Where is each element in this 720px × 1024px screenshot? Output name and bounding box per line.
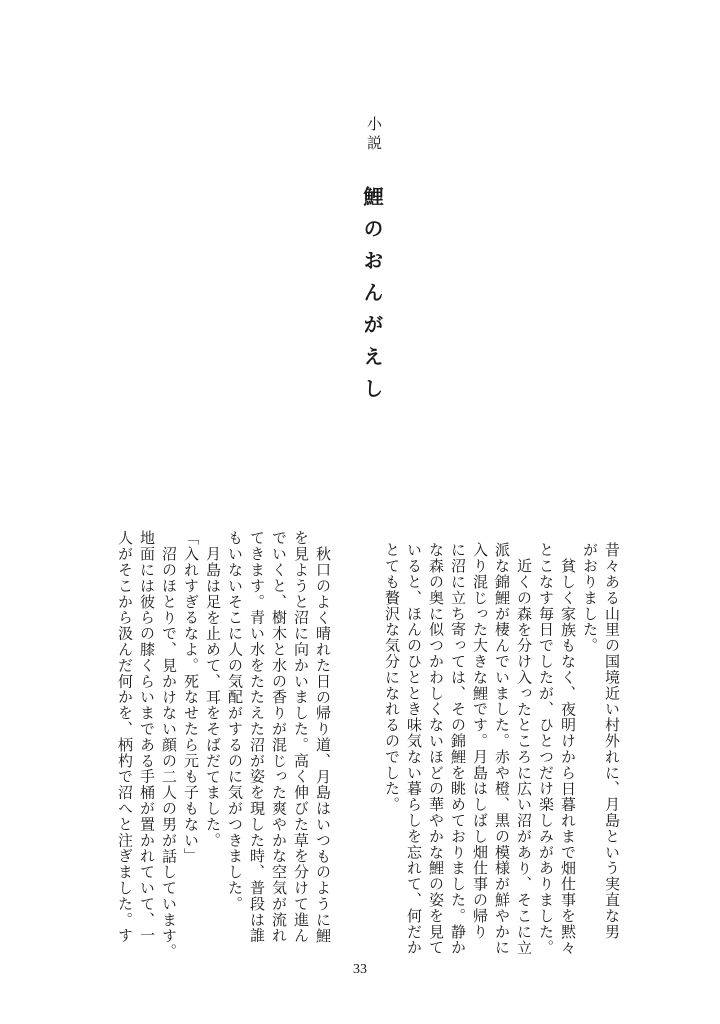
text-line: 入り混じった大きな鯉です。月島はしばし畑仕事の帰り <box>471 542 489 940</box>
page-number: 33 <box>353 962 367 977</box>
text-line: 近くの森を分け入ったところに広い沼があり、そこに立 <box>515 558 533 956</box>
text-line: とても贅沢な気分になれるのでした。 <box>383 542 401 813</box>
text-line: 昔々ある山里の国境近い村外れに、月島という実直な男 <box>603 542 621 940</box>
text-line: 沼のほとりで、見かけない顔の二人の男が話しています。 <box>160 546 178 960</box>
text-line: な森の奥に似つかわしくないほどの華やかな鯉の姿を見て <box>427 542 445 956</box>
text-line: 月島は足を止めて、耳をそばだてました。 <box>204 546 222 849</box>
text-line: 貧しく家族もなく、夜明けから日暮れまで畑仕事を黙々 <box>559 558 577 956</box>
text-line: に沼に立ち寄っては、その錦鯉を眺めておりました。静か <box>449 542 467 956</box>
text-line: 地面には彼らの膝くらいまである手桶が置かれていて、一 <box>138 530 156 944</box>
text-line: てきます。青い水をたたえた沼が姿を現した時、普段は誰 <box>248 530 266 944</box>
text-line: もいないそこに人の気配がするのに気がつきました。 <box>226 530 244 912</box>
text-line: とこなす毎日でしたが、ひとつだけ楽しみがありました。 <box>537 542 555 956</box>
text-line: いると、ほんのひととき味気ない暮らしを忘れて、何だか <box>405 542 423 956</box>
text-line: がおりました。 <box>581 542 599 654</box>
text-line: を見ようと沼に向かいました。高く伸びた草を分けて進ん <box>292 530 310 944</box>
genre-label: 小説 <box>365 116 383 154</box>
story-title: 鯉のおんがえし <box>360 186 384 410</box>
text-line: 人がそこから汲んだ何かを、柄杓で沼へと注ぎました。す <box>116 530 134 944</box>
text-line: でいくと、樹木と水の香りが混じった爽やかな空気が流れ <box>270 530 288 944</box>
text-line: 「入れすぎるなよ。死なせたら元も子もない」 <box>182 530 200 864</box>
text-line: 派な錦鯉が棲んでいました。赤や橙、黒の模様が鮮やかに <box>493 542 511 956</box>
text-line: 秋口のよく晴れた日の帰り道、月島はいつものように鯉 <box>314 546 332 944</box>
